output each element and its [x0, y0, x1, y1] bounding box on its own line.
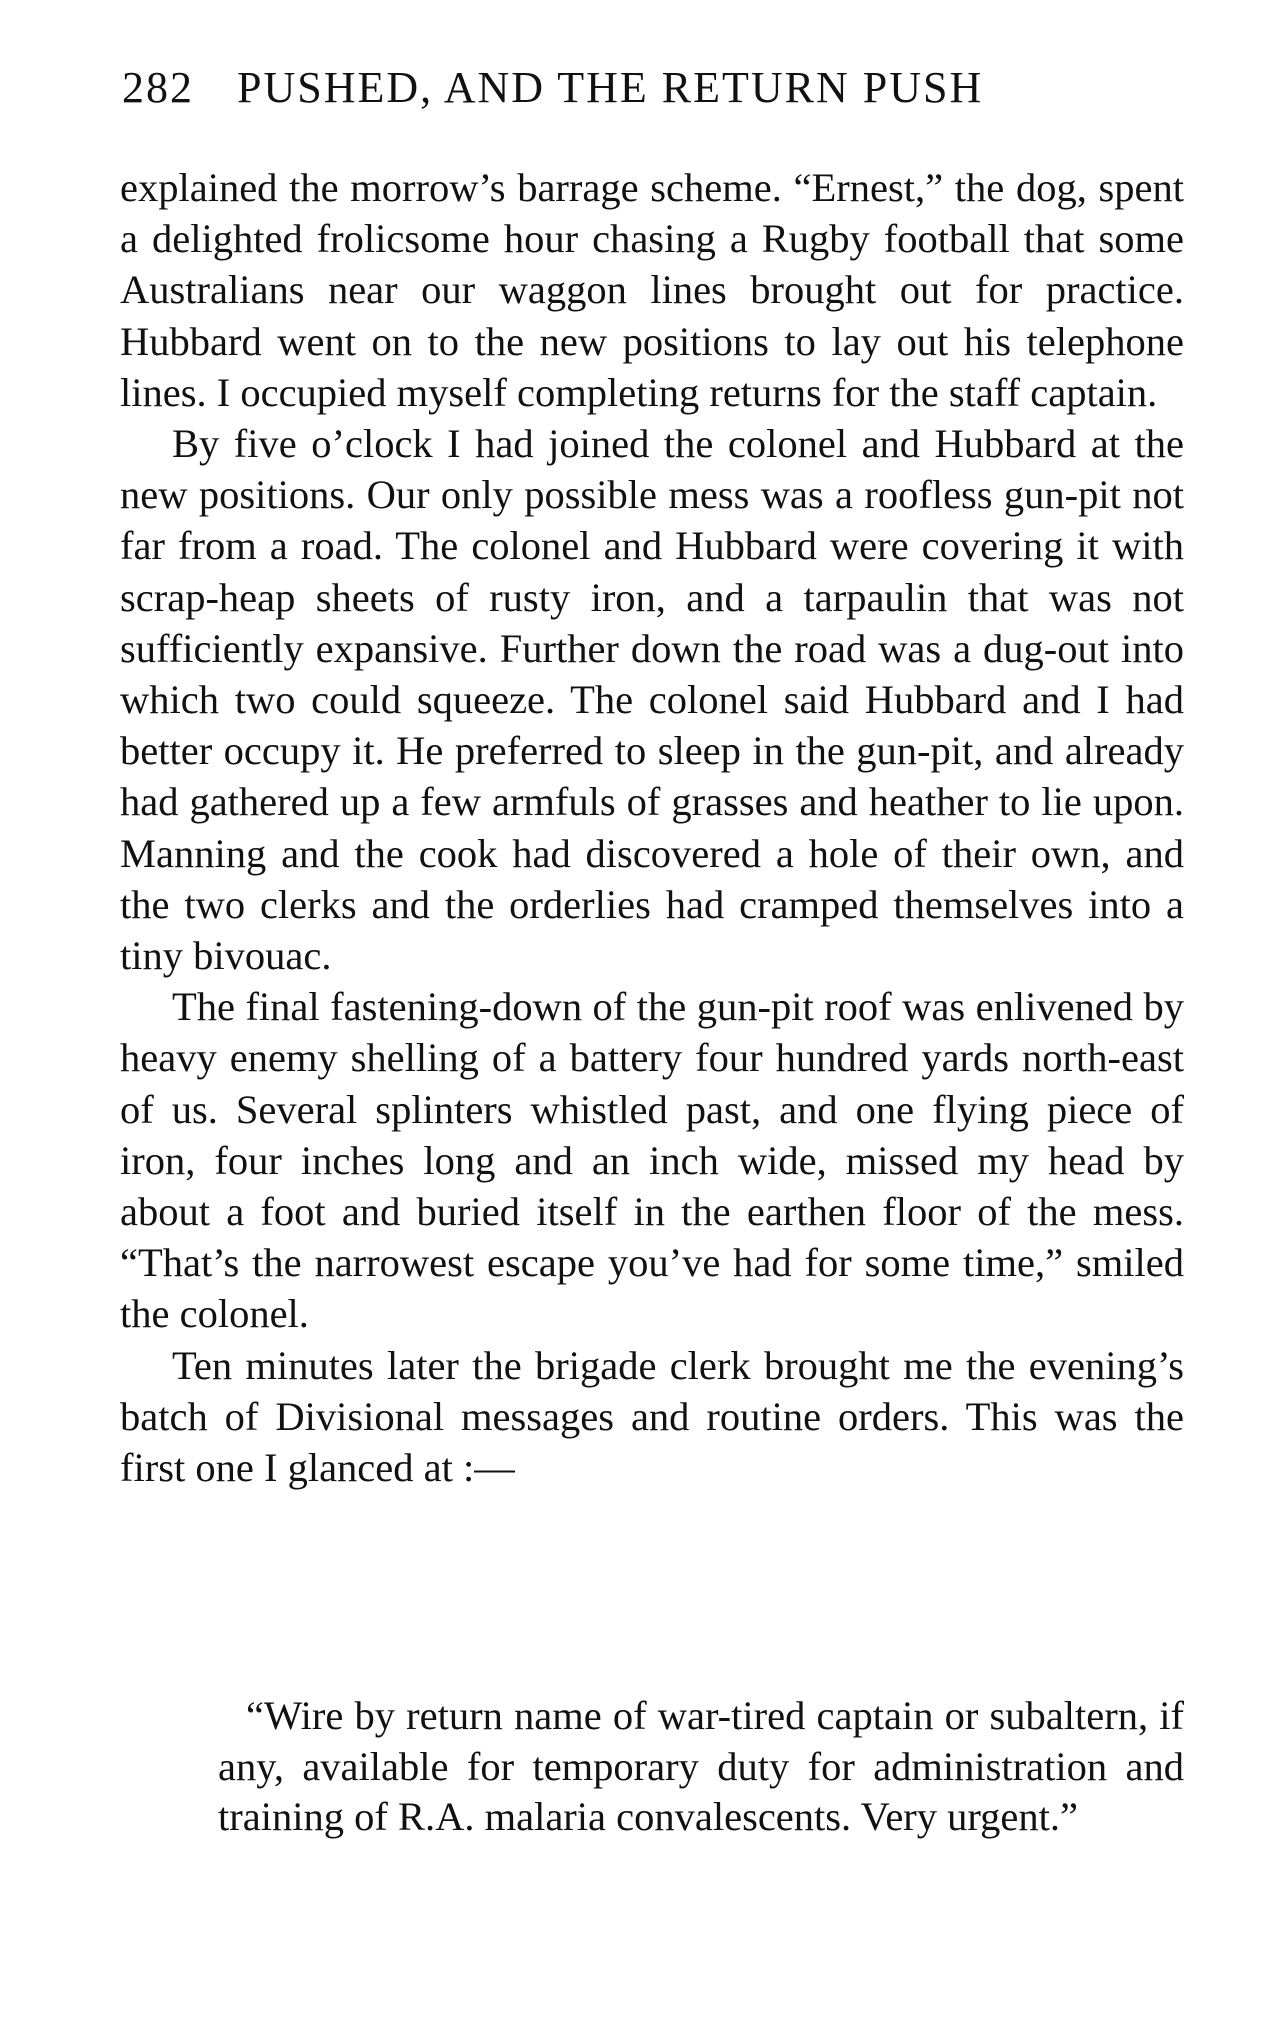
page-number: 282: [122, 63, 194, 112]
running-title: PUSHED, AND THE RETURN PUSH: [237, 63, 984, 112]
paragraph-4: Ten minutes later the brigade clerk brought me the evening’s batch of Divisional messages and routine orders. This was the first one I glanced at :—: [120, 1342, 1184, 1491]
quoted-message: “Wire by return name of war-tired captain or subaltern, if any, available for temporary duty for administration and training of R.A. malaria convalescents. Very urgent.”: [218, 1693, 1184, 1839]
paragraph-1: explained the morrow’s barrage scheme. “Ernest,” the dog, spent a delighted frolicsome hour chasing a Rugby football that some Australians near our waggon lines brought out for practice. Hubbard went on to the new positions to lay out his telephone lines. I occupied myself completing returns for the staff captain.: [120, 165, 1184, 415]
paragraph-3: The final fastening-down of the gun-pit roof was enlivened by heavy enemy shelling of a battery four hundred yards north-east of us. Several splinters whistled past, and one flying piece of iron, four inches long and an inch wide, missed my head by about a foot and buried itself in the earthen floor of the mess. “That’s the narrowest escape you’ve had for some time,” smiled the colonel.: [120, 984, 1184, 1337]
running-header: [122, 62, 1082, 113]
block-quote: [218, 1691, 1184, 1843]
body-text: [120, 162, 1184, 1493]
paragraph-2: By five o’clock I had joined the colonel and Hubbard at the new positions. Our only possible mess was a roofless gun-pit not far from a road. The colonel and Hubbard were covering it with scrap-heap sheets of rusty iron, and a tarpaulin that was not sufficiently expansive. Further down the road was a dug-out into which two could squeeze. The colonel said Hubbard and I had better occupy it. He preferred to sleep in the gun-pit, and already had gathered up a few armfuls of grasses and heather to lie upon. Manning and the cook had discovered a hole of their own, and the two clerks and the orderlies had cramped themselves into a tiny bivouac.: [120, 421, 1184, 979]
